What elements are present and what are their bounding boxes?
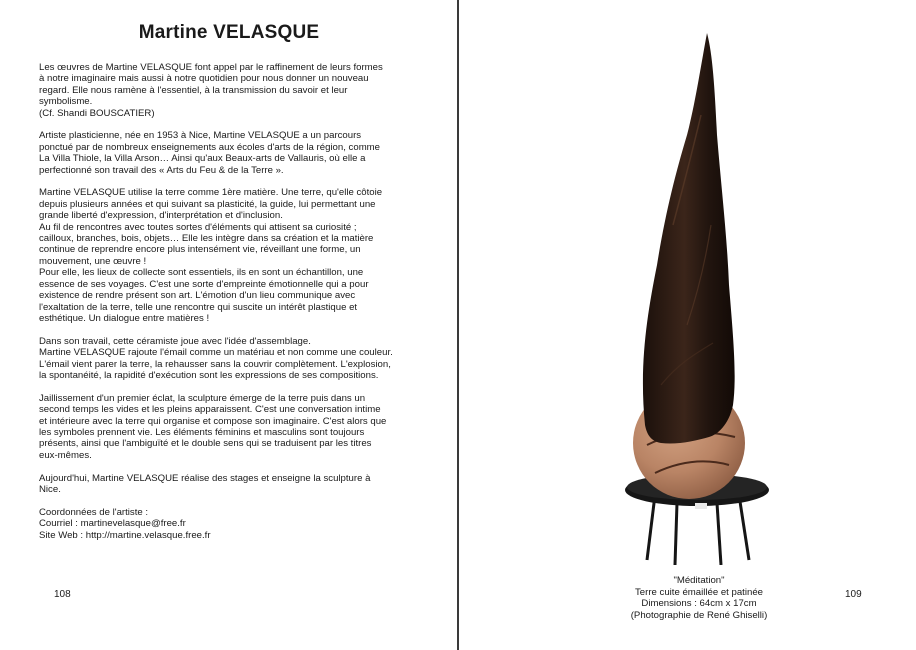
sculpture-photo: [617, 25, 777, 565]
text-line: perfectionné son travail des « Arts du Feu & de la Terre ».: [39, 164, 284, 176]
paragraph-background: [39, 130, 427, 176]
artwork-title: "Méditation": [673, 575, 725, 586]
text-line: ponctué par de nombreux enseignements aux écoles d'arts de la région, comme: [39, 141, 381, 153]
paragraph-today: [39, 473, 427, 496]
text-line: Nice.: [39, 483, 61, 495]
text-line: la spontanéité, la rapidité d'exécution sont les expressions de ses compositions.: [39, 369, 379, 381]
contact-email: Courriel : martinevelasque@free.fr: [39, 518, 186, 530]
text-line: grande liberté d'expression, d'interprétation et d'inclusion.: [39, 210, 283, 222]
text-line: présents, ainsi que l'ambiguïté et le double sens qui se traduisent par les titres: [39, 438, 372, 450]
text-line: depuis plusieurs années et qui suivant sa plasticité, la guide, lui permettant une: [39, 198, 376, 210]
text-line: Au fil de rencontres avec toutes sortes d'éléments qui attisent sa curiosité ;: [39, 221, 357, 233]
text-line: regard. Elle nous ramène à l'essentiel, à la transmission du savoir et leur: [39, 84, 348, 96]
text-line: Pour elle, les lieux de collecte sont essentiels, ils en sont un échantillon, une: [39, 267, 364, 279]
contact-heading: Coordonnées de l'artiste :: [39, 506, 149, 518]
stand-leg: [675, 503, 677, 565]
paragraph-process: [39, 393, 427, 461]
artwork-medium: Terre cuite émaillée et patinée: [635, 586, 763, 598]
text-line: Martine VELASQUE rajoute l'émail comme un matériau et non comme une couleur.: [39, 347, 393, 359]
text-line: Artiste plasticienne, née en 1953 à Nice, Martine VELASQUE a un parcours: [39, 130, 362, 142]
text-line: Jaillissement d'un premier éclat, la sculpture émerge de la terre puis dans un: [39, 392, 366, 404]
stand-leg: [647, 495, 655, 560]
text-line: essence de ses voyages. C'est une sorte d'empreinte émotionnelle qui a pour: [39, 278, 369, 290]
text-line: les symboles prennent vie. Les éléments féminins et masculins sont toujours: [39, 426, 365, 438]
text-line: eux-mêmes.: [39, 449, 92, 461]
artist-title: Martine VELASQUE: [138, 22, 320, 43]
glazed-form: [643, 33, 735, 444]
stand-leg: [739, 495, 749, 560]
paragraph-contact: [39, 507, 427, 541]
text-line: Martine VELASQUE utilise la terre comme 1ère matière. Une terre, qu'elle côtoie: [39, 187, 383, 199]
right-page: [459, 0, 916, 650]
artwork-dimensions: Dimensions : 64cm x 17cm: [641, 598, 757, 610]
page-number-right: 109: [845, 589, 862, 600]
page-number-left: 108: [54, 589, 71, 600]
artist-biography: [39, 62, 427, 541]
text-line: Dans son travail, cette céramiste joue avec l'idée d'assemblage.: [39, 335, 311, 347]
text-line: (Cf. Shandi BOUSCATIER): [39, 107, 155, 119]
text-line: existence de rendre présent son art. L'émotion d'un lieu communique avec: [39, 290, 356, 302]
paragraph-material: [39, 187, 427, 324]
text-line: continue de reprendre encore plus intensément vie, réveillant une forme, un: [39, 244, 361, 256]
text-line: second temps les vides et les pleins apparaissent. C'est une conversation intime: [39, 404, 381, 416]
text-line: L'émail vient parer la terre, la rehausser sans la couvrir complètement. L'explosion,: [39, 358, 391, 370]
text-line: esthétique. Un dialogue entre matières !: [39, 312, 210, 324]
paragraph-assemblage: [39, 336, 427, 382]
text-line: Aujourd'hui, Martine VELASQUE réalise des stages et enseigne la sculpture à: [39, 472, 371, 484]
photo-credit: (Photographie de René Ghiselli): [630, 609, 768, 621]
contact-website: Site Web : http://martine.velasque.free.fr: [39, 529, 211, 541]
text-line: La Villa Thiole, la Villa Arson… Ainsi qu'aux Beaux-arts de Vallauris, où elle a: [39, 153, 366, 165]
text-line: mouvement, une œuvre !: [39, 255, 147, 267]
text-line: cailloux, branches, bois, objets… Elle les intègre dans sa création et la matière: [39, 233, 374, 245]
text-line: Les œuvres de Martine VELASQUE font appel par le raffinement de leurs formes: [39, 62, 383, 73]
text-line: et intérieure avec la terre qui organise et compose son imaginaire. C'est alors que: [39, 415, 387, 427]
artwork-caption: [579, 575, 819, 621]
stand-leg: [717, 503, 721, 565]
paragraph-intro: [39, 62, 427, 119]
text-line: symbolisme.: [39, 96, 93, 108]
text-line: à notre imaginaire mais aussi à notre quotidien pour nous donner un nouveau: [39, 73, 369, 85]
text-line: l'exaltation de la terre, telle une rencontre qui suscite un intérêt plastique et: [39, 301, 358, 313]
